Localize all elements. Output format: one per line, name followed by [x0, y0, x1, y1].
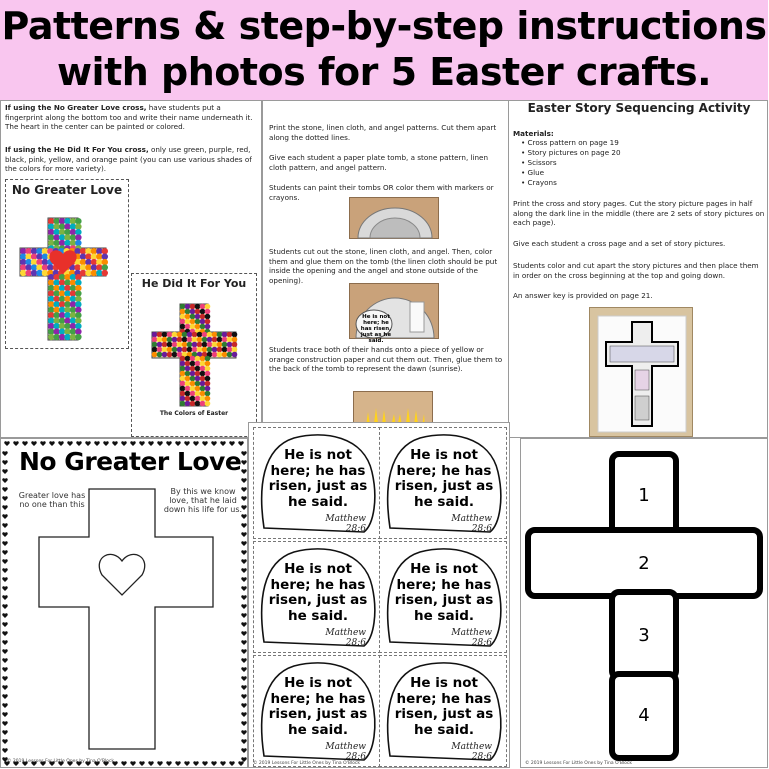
card-reference: Matthew 28:6 — [325, 514, 366, 534]
card-message: He is not here; he has risen, just as he said. — [394, 447, 494, 510]
page-sequencing-activity — [508, 100, 768, 438]
segment-number: 4 — [638, 705, 650, 726]
sequencing-title: Easter Story Sequencing Activity — [527, 101, 751, 115]
card-message: He is not here; he has risen, just as he said. — [394, 561, 494, 624]
verse-right: By this we know love, that he laid down his life for us. — [163, 487, 243, 514]
stone-card — [379, 541, 507, 653]
card-reference: Matthew 28:6 — [451, 514, 492, 534]
copyright-text: © 2019 Lessons For Little Ones by Tina O'Block — [253, 761, 361, 766]
sample-card-title: No Greater Love — [11, 183, 123, 197]
fingerprint-cross-image — [6, 180, 130, 350]
instruction-paragraph-2 — [5, 145, 257, 174]
materials-item-4: • Glue — [521, 168, 545, 177]
verse-left: Greater love has no one than this — [18, 491, 86, 509]
sequencing-step-1: Print the cross and story pages. Cut the story picture pages in half along the dark line in the middle (there are 2 sets of story pictures on each page). — [513, 199, 765, 228]
finished-tomb-photo — [349, 283, 439, 344]
stone-card — [253, 655, 381, 767]
copyright-text: © 2019 Lessons For Little Ones by Tina O'Block — [7, 759, 115, 764]
cross-segment-4 — [609, 671, 679, 761]
sequencing-step-4: An answer key is provided on page 21. — [513, 291, 653, 300]
materials-item-5: • Crayons — [521, 178, 557, 187]
he-did-it-sample-card — [131, 273, 257, 437]
banner-title-line-1: Patterns & step-by-step instructions — [1, 4, 767, 48]
sequencing-step-2: Give each student a cross page and a set of story pictures. — [513, 239, 726, 248]
tomb-step-3: Students can paint their tombs OR color them with markers or crayons. — [269, 183, 494, 202]
instruction-lead-2: If using the He Did It For You cross, — [5, 145, 149, 154]
card-message: He is not here; he has risen, just as he said. — [268, 675, 368, 738]
card-message: He is not here; he has risen, just as he said. — [268, 561, 368, 624]
tomb-step-2: Give each student a paper plate tomb, a stone pattern, linen cloth pattern, and angel pattern. — [269, 153, 489, 172]
card-reference: Matthew 28:6 — [451, 742, 492, 762]
materials-item-3: • Scissors — [521, 158, 557, 167]
tomb-stone-text: He is not here; he has risen, just as he said. — [360, 314, 392, 344]
stone-card — [253, 427, 381, 539]
title-banner — [0, 0, 768, 100]
stone-card — [253, 541, 381, 653]
copyright-text: © 2019 Lessons For Little Ones by Tina O'Block — [525, 761, 633, 766]
segment-number: 2 — [638, 553, 650, 574]
materials-item-2: • Story pictures on page 20 — [521, 148, 621, 157]
tomb-step-5: Students trace both of their hands onto a piece of yellow or orange construction paper and cut them out. Then, glue them to the back of the tomb to represent the dawn (sunrise). — [269, 345, 503, 374]
tomb-step-4: Students cut out the stone, linen cloth, and angel. Then, color them and glue them on the tomb (the linen cloth should be put inside the opening and the angel and stone outside of the opening). — [269, 247, 498, 285]
instruction-lead-1: If using the No Greater Love cross, — [5, 103, 147, 112]
page-no-greater-love-pattern — [0, 438, 248, 768]
card-reference: Matthew 28:6 — [325, 742, 366, 762]
card-reference: Matthew 28:6 — [325, 628, 366, 648]
sample-card-title-2: He Did It For You — [141, 277, 247, 290]
stone-card — [379, 655, 507, 767]
story-cross-image — [590, 308, 694, 438]
sequencing-cross-photo — [589, 307, 693, 437]
materials-label: Materials: — [513, 129, 554, 138]
card-reference: Matthew 28:6 — [451, 628, 492, 648]
page-numbered-cross — [520, 438, 768, 768]
card-message: He is not here; he has risen, just as he said. — [268, 447, 368, 510]
page-tomb-craft — [262, 100, 510, 438]
page-stone-cards — [248, 422, 510, 768]
banner-title-line-2: with photos for 5 Easter crafts. — [56, 50, 712, 94]
instruction-text-1: have students put a fingerprint along the bottom too and write their name underneath it. The heart in the center can be painted or colored. — [5, 103, 253, 132]
instruction-paragraph-1 — [5, 103, 257, 132]
tomb-step-1: Print the stone, linen cloth, and angel patterns. Cut them apart along the dotted lines. — [269, 123, 497, 142]
card-message: He is not here; he has risen, just as he said. — [394, 675, 494, 738]
cross-segment-3 — [609, 589, 679, 681]
stone-card — [379, 427, 507, 539]
page-fingerprint-cross — [0, 100, 262, 438]
cross-outline-image — [1, 439, 249, 769]
no-greater-love-sample-card — [5, 179, 129, 349]
pattern-title: No Greater Love — [19, 447, 242, 476]
materials-item-1: • Cross pattern on page 19 — [521, 138, 619, 147]
painted-plate-photo — [349, 197, 439, 239]
colors-of-easter-caption: The Colors of Easter — [159, 410, 229, 417]
instruction-text-2: only use green, purple, red, black, pink, yellow, and orange paint (you can use various shades of the colors for more variety). — [5, 145, 252, 174]
sequencing-step-3: Students color and cut apart the story pictures and then place them in order on the cross beginning at the top and going down. — [513, 261, 759, 280]
segment-number: 3 — [638, 625, 650, 646]
paper-plate-tomb-image — [350, 198, 440, 240]
segment-number: 1 — [638, 485, 650, 506]
